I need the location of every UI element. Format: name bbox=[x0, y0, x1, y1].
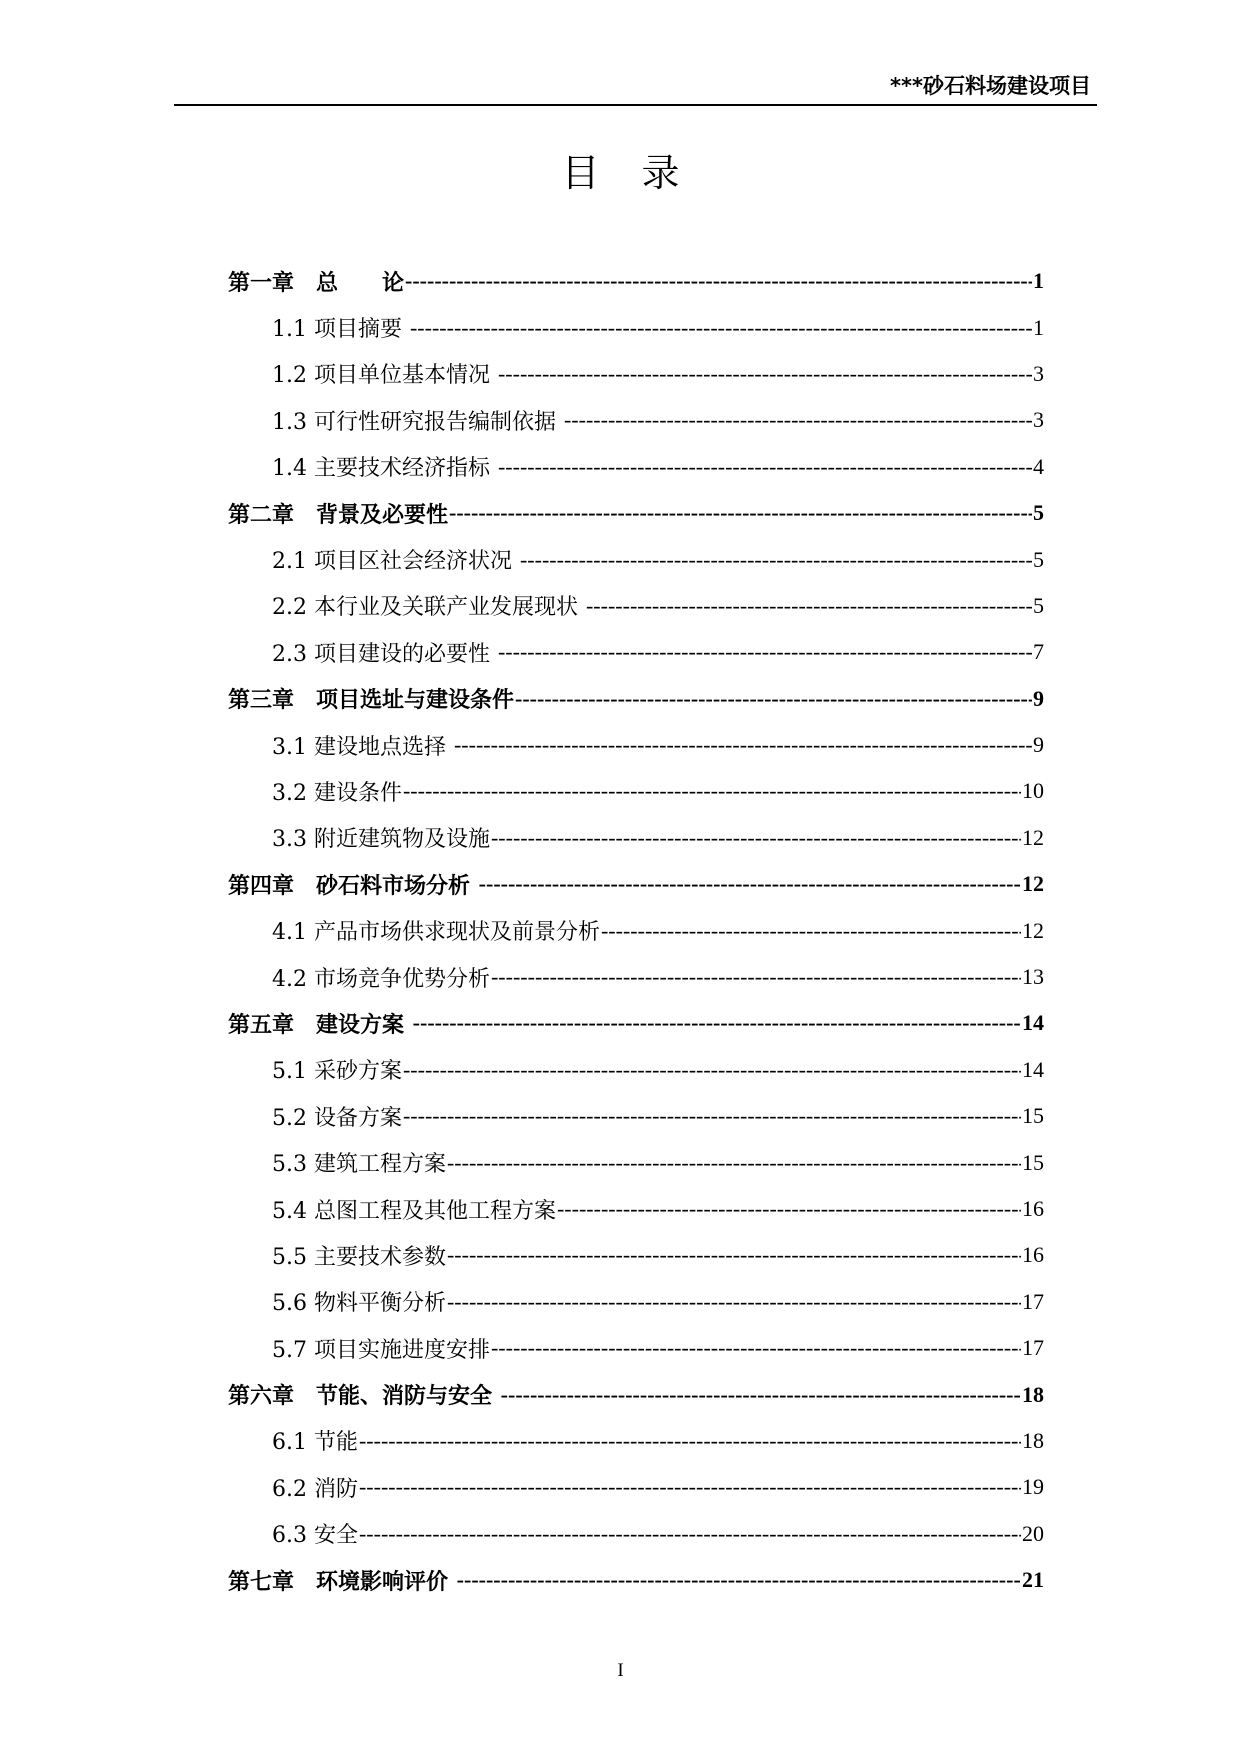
toc-leader-dashes bbox=[491, 825, 1021, 851]
toc-section-entry[interactable] bbox=[228, 722, 1044, 768]
toc-section-entry[interactable] bbox=[228, 629, 1044, 675]
toc-entry-page: 3 bbox=[1033, 407, 1044, 433]
toc-section-entry[interactable] bbox=[228, 304, 1044, 350]
toc-section-entry[interactable] bbox=[228, 397, 1044, 443]
toc-leader-dashes bbox=[454, 732, 1032, 758]
toc-leader-dashes bbox=[449, 500, 1032, 526]
toc-entry-page: 15 bbox=[1022, 1149, 1044, 1175]
toc-leader-dashes bbox=[447, 1150, 1021, 1176]
toc-leader-dashes bbox=[498, 639, 1032, 665]
toc-chapter-entry[interactable] bbox=[228, 1371, 1044, 1417]
toc-entry-page: 16 bbox=[1022, 1242, 1044, 1268]
toc-section-entry[interactable] bbox=[228, 954, 1044, 1000]
toc-section-entry[interactable] bbox=[228, 1093, 1044, 1139]
toc-leader-dashes bbox=[413, 1010, 1021, 1036]
toc-entry-title: 第七章 环境影响评价 bbox=[228, 1569, 456, 1595]
toc-entry-title: 5.6 物料平衡分析 bbox=[272, 1291, 446, 1317]
toc-section-entry[interactable] bbox=[228, 1325, 1044, 1371]
toc-leader-dashes bbox=[403, 1103, 1021, 1129]
toc-entry-title: 5.7 项目实施进度安排 bbox=[272, 1337, 490, 1363]
page-number: I bbox=[617, 1660, 624, 1681]
toc-section-entry[interactable] bbox=[228, 1464, 1044, 1510]
toc-section-entry[interactable] bbox=[228, 444, 1044, 490]
toc-leader-dashes bbox=[457, 1567, 1021, 1593]
toc-leader-dashes bbox=[564, 407, 1032, 433]
toc-entry-title: 6.2 消防 bbox=[272, 1476, 358, 1502]
toc-leader-dashes bbox=[447, 1242, 1021, 1268]
toc-leader-dashes bbox=[403, 1057, 1021, 1083]
toc-entry-title: 第二章 背景及必要性 bbox=[228, 502, 449, 528]
toc-entry-page: 17 bbox=[1022, 1335, 1044, 1361]
toc-entry-title: 第四章 砂石料市场分析 bbox=[228, 873, 478, 899]
toc-entry-title: 2.2 本行业及关联产业发展现状 bbox=[272, 595, 585, 621]
toc-entry-page: 18 bbox=[1022, 1381, 1044, 1407]
toc-leader-dashes bbox=[403, 778, 1021, 804]
toc-entry-title: 第六章 节能、消防与安全 bbox=[228, 1384, 500, 1410]
toc-entry-page: 7 bbox=[1033, 639, 1044, 665]
toc-entry-title: 2.3 项目建设的必要性 bbox=[272, 641, 497, 667]
toc-entry-page: 20 bbox=[1022, 1520, 1044, 1546]
toc-entry-title: 6.1 节能 bbox=[272, 1430, 358, 1456]
toc-leader-dashes bbox=[498, 361, 1032, 387]
toc-entry-title: 1.1 项目摘要 bbox=[272, 317, 409, 343]
toc-section-entry[interactable] bbox=[228, 536, 1044, 582]
toc-leader-dashes bbox=[405, 268, 1032, 294]
toc-entry-title: 第三章 项目选址与建设条件 bbox=[228, 688, 515, 714]
toc-entry-title: 5.5 主要技术参数 bbox=[272, 1244, 446, 1270]
toc-chapter-entry[interactable] bbox=[228, 1557, 1044, 1603]
toc-entry-page: 14 bbox=[1022, 1010, 1044, 1036]
toc-entry-page: 16 bbox=[1022, 1196, 1044, 1221]
toc-section-entry[interactable] bbox=[228, 1511, 1044, 1557]
toc-entry-page: 1 bbox=[1033, 268, 1044, 294]
toc-entry-page: 12 bbox=[1022, 824, 1044, 850]
toc-entry-title: 4.1 产品市场供求现状及前景分析 bbox=[272, 920, 600, 946]
toc-title: 目录 bbox=[561, 151, 722, 195]
toc-section-entry[interactable] bbox=[228, 768, 1044, 814]
toc-entry-page: 19 bbox=[1022, 1474, 1044, 1500]
toc-entry-title: 3.2 建设条件 bbox=[272, 780, 402, 806]
toc-leader-dashes bbox=[410, 315, 1032, 341]
toc-entry-title: 3.1 建设地点选择 bbox=[272, 734, 453, 760]
toc-section-entry[interactable] bbox=[228, 1232, 1044, 1278]
toc-entry-title: 第五章 建设方案 bbox=[228, 1012, 412, 1038]
toc-entry-page: 12 bbox=[1022, 917, 1044, 943]
toc-leader-dashes bbox=[501, 1382, 1021, 1408]
toc-chapter-entry[interactable] bbox=[228, 490, 1044, 536]
toc-entry-title: 5.2 设备方案 bbox=[272, 1105, 402, 1131]
toc-entry-page: 3 bbox=[1033, 360, 1044, 386]
toc-entry-title: 2.1 项目区社会经济状况 bbox=[272, 549, 519, 575]
running-header-title: ***砂石料场建设项目 bbox=[890, 74, 1091, 98]
toc-section-entry[interactable] bbox=[228, 583, 1044, 629]
toc-entry-page: 17 bbox=[1022, 1288, 1044, 1314]
toc-section-entry[interactable] bbox=[228, 1279, 1044, 1325]
toc-section-entry[interactable] bbox=[228, 815, 1044, 861]
toc-entry-page: 4 bbox=[1033, 453, 1044, 479]
toc-entry-page: 5 bbox=[1033, 546, 1044, 572]
toc-entry-page: 15 bbox=[1022, 1103, 1044, 1129]
toc-section-entry[interactable] bbox=[228, 351, 1044, 397]
toc-leader-dashes bbox=[447, 1289, 1021, 1315]
toc-section-entry[interactable] bbox=[228, 1186, 1044, 1232]
toc-entry-page: 10 bbox=[1022, 778, 1044, 804]
toc-entry-title: 5.1 采砂方案 bbox=[272, 1059, 402, 1085]
toc-section-entry[interactable] bbox=[228, 1139, 1044, 1185]
toc-entry-title: 5.3 建筑工程方案 bbox=[272, 1152, 446, 1178]
toc-entry-title: 1.4 主要技术经济指标 bbox=[272, 456, 497, 482]
toc-leader-dashes bbox=[515, 686, 1032, 712]
toc-entry-title: 3.3 附近建筑物及设施 bbox=[272, 827, 490, 853]
toc-leader-dashes bbox=[586, 593, 1032, 619]
header-rule bbox=[174, 104, 1097, 106]
toc-chapter-entry[interactable] bbox=[228, 676, 1044, 722]
toc-section-entry[interactable] bbox=[228, 1418, 1044, 1464]
toc-entry-title: 1.2 项目单位基本情况 bbox=[272, 363, 497, 389]
toc-leader-dashes bbox=[491, 1335, 1021, 1361]
toc-entry-title: 第一章 总 论 bbox=[228, 270, 405, 296]
toc-leader-dashes bbox=[491, 964, 1021, 990]
toc-section-entry[interactable] bbox=[228, 1047, 1044, 1093]
toc-entry-title: 6.3 安全 bbox=[272, 1523, 358, 1549]
toc-section-entry[interactable] bbox=[228, 907, 1044, 953]
toc-chapter-entry[interactable] bbox=[228, 258, 1044, 304]
toc-chapter-entry[interactable] bbox=[228, 861, 1044, 907]
toc-entry-page: 5 bbox=[1033, 592, 1044, 618]
toc-chapter-entry[interactable] bbox=[228, 1000, 1044, 1046]
toc-entry-page: 9 bbox=[1033, 732, 1044, 758]
toc-leader-dashes bbox=[359, 1521, 1021, 1547]
toc-entry-page: 9 bbox=[1033, 685, 1044, 711]
toc-entry-page: 12 bbox=[1022, 871, 1044, 897]
toc-leader-dashes bbox=[520, 547, 1032, 573]
toc-entry-title: 1.3 可行性研究报告编制依据 bbox=[272, 409, 563, 435]
toc-leader-dashes bbox=[359, 1428, 1021, 1454]
toc-entry-page: 13 bbox=[1022, 964, 1044, 990]
toc-entry-page: 5 bbox=[1033, 500, 1044, 526]
toc-leader-dashes bbox=[557, 1196, 1021, 1222]
toc-leader-dashes bbox=[498, 454, 1032, 480]
toc-entry-page: 21 bbox=[1022, 1567, 1044, 1593]
toc-entry-page: 1 bbox=[1033, 314, 1044, 340]
toc-leader-dashes bbox=[359, 1474, 1021, 1500]
table-of-contents bbox=[228, 258, 1044, 1603]
toc-entry-title: 5.4 总图工程及其他工程方案 bbox=[272, 1198, 556, 1224]
toc-entry-page: 14 bbox=[1022, 1056, 1044, 1082]
toc-entry-page: 18 bbox=[1022, 1427, 1044, 1453]
toc-leader-dashes bbox=[601, 918, 1021, 944]
toc-entry-title: 4.2 市场竞争优势分析 bbox=[272, 966, 490, 992]
toc-leader-dashes bbox=[479, 871, 1021, 897]
